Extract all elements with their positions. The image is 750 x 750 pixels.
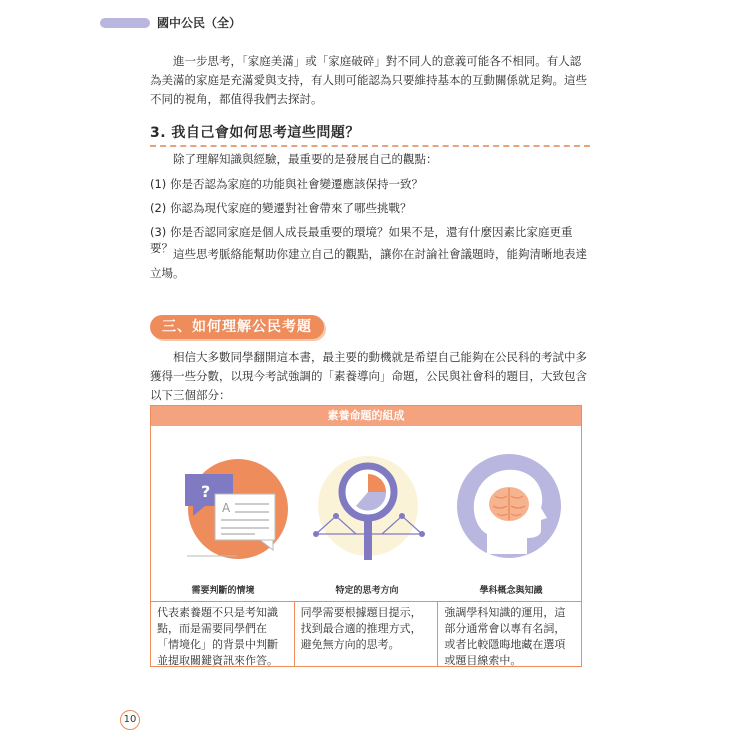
column-description-3: 強調學科知識的運用，這部分通常會以專有名詞，或者比較隱晦地藏在選項或題目線索中。 xyxy=(437,602,581,667)
subsection-lead: 除了理解知識與經驗，最重要的是發展自己的觀點： xyxy=(173,152,438,166)
illustration-row xyxy=(151,426,581,602)
column-description-2: 同學需要根據題目提示，找到最合適的推理方式，避免無方向的思考。 xyxy=(294,602,438,667)
svg-text:?: ? xyxy=(201,482,211,501)
composition-table xyxy=(150,405,582,667)
svg-text:A: A xyxy=(222,501,231,515)
subsection-conclusion: 這些思考脈絡能幫助你建立自己的觀點，讓你在討論社會議題時，能夠清晰地表達立場。 xyxy=(150,247,587,280)
question-1: (1) 你是否認為家庭的功能與社會變遷應該保持一致？ xyxy=(150,177,423,191)
magnifier-chart-icon xyxy=(304,434,434,574)
table-title: 素養命題的組成 xyxy=(151,406,581,426)
section-heading: 三、如何理解公民考題 xyxy=(150,315,324,339)
column-label-3: 學科概念與知識 xyxy=(479,586,543,596)
subsection-heading: 3. 我自己會如何思考這些問題？ xyxy=(150,122,590,147)
speech-bubbles-icon xyxy=(165,434,295,574)
column-label-1: 需要判斷的情境 xyxy=(191,586,255,596)
description-row xyxy=(151,602,581,667)
intro-paragraph: 進一步思考，「家庭美滿」或「家庭破碎」對不同人的意義可能各不相同。有人認為美滿的家庭是充滿愛與支持，有人則可能認為只要維持基本的互動關係就足夠。這些不同的視角，都值得我們去探討。 xyxy=(150,54,587,106)
header-decoration-bar xyxy=(100,18,150,28)
page-number: 10 xyxy=(120,710,140,730)
section-intro: 相信大多數同學翻開這本書，最主要的動機就是希望自己能夠在公民科的考試中多獲得一些分數，以現今考試強調的「素養導向」命題，公民與社會科的題目，大致包含以下三個部分： xyxy=(150,350,587,402)
column-description-1: 代表素養題不只是考知識點，而是需要同學們在「情境化」的背景中判斷並提取關鍵資訊來作答。 xyxy=(157,606,278,667)
question-3: (3) 你是否認同家庭是個人成長最重要的環境？如果不是，還有什麼因素比家庭更重要？ xyxy=(150,225,573,255)
column-label-2: 特定的思考方向 xyxy=(335,586,399,596)
head-brain-icon xyxy=(447,434,577,574)
book-title: 國中公民（全） xyxy=(157,16,242,30)
question-2: (2) 你認為現代家庭的變遷對社會帶來了哪些挑戰？ xyxy=(150,201,412,215)
